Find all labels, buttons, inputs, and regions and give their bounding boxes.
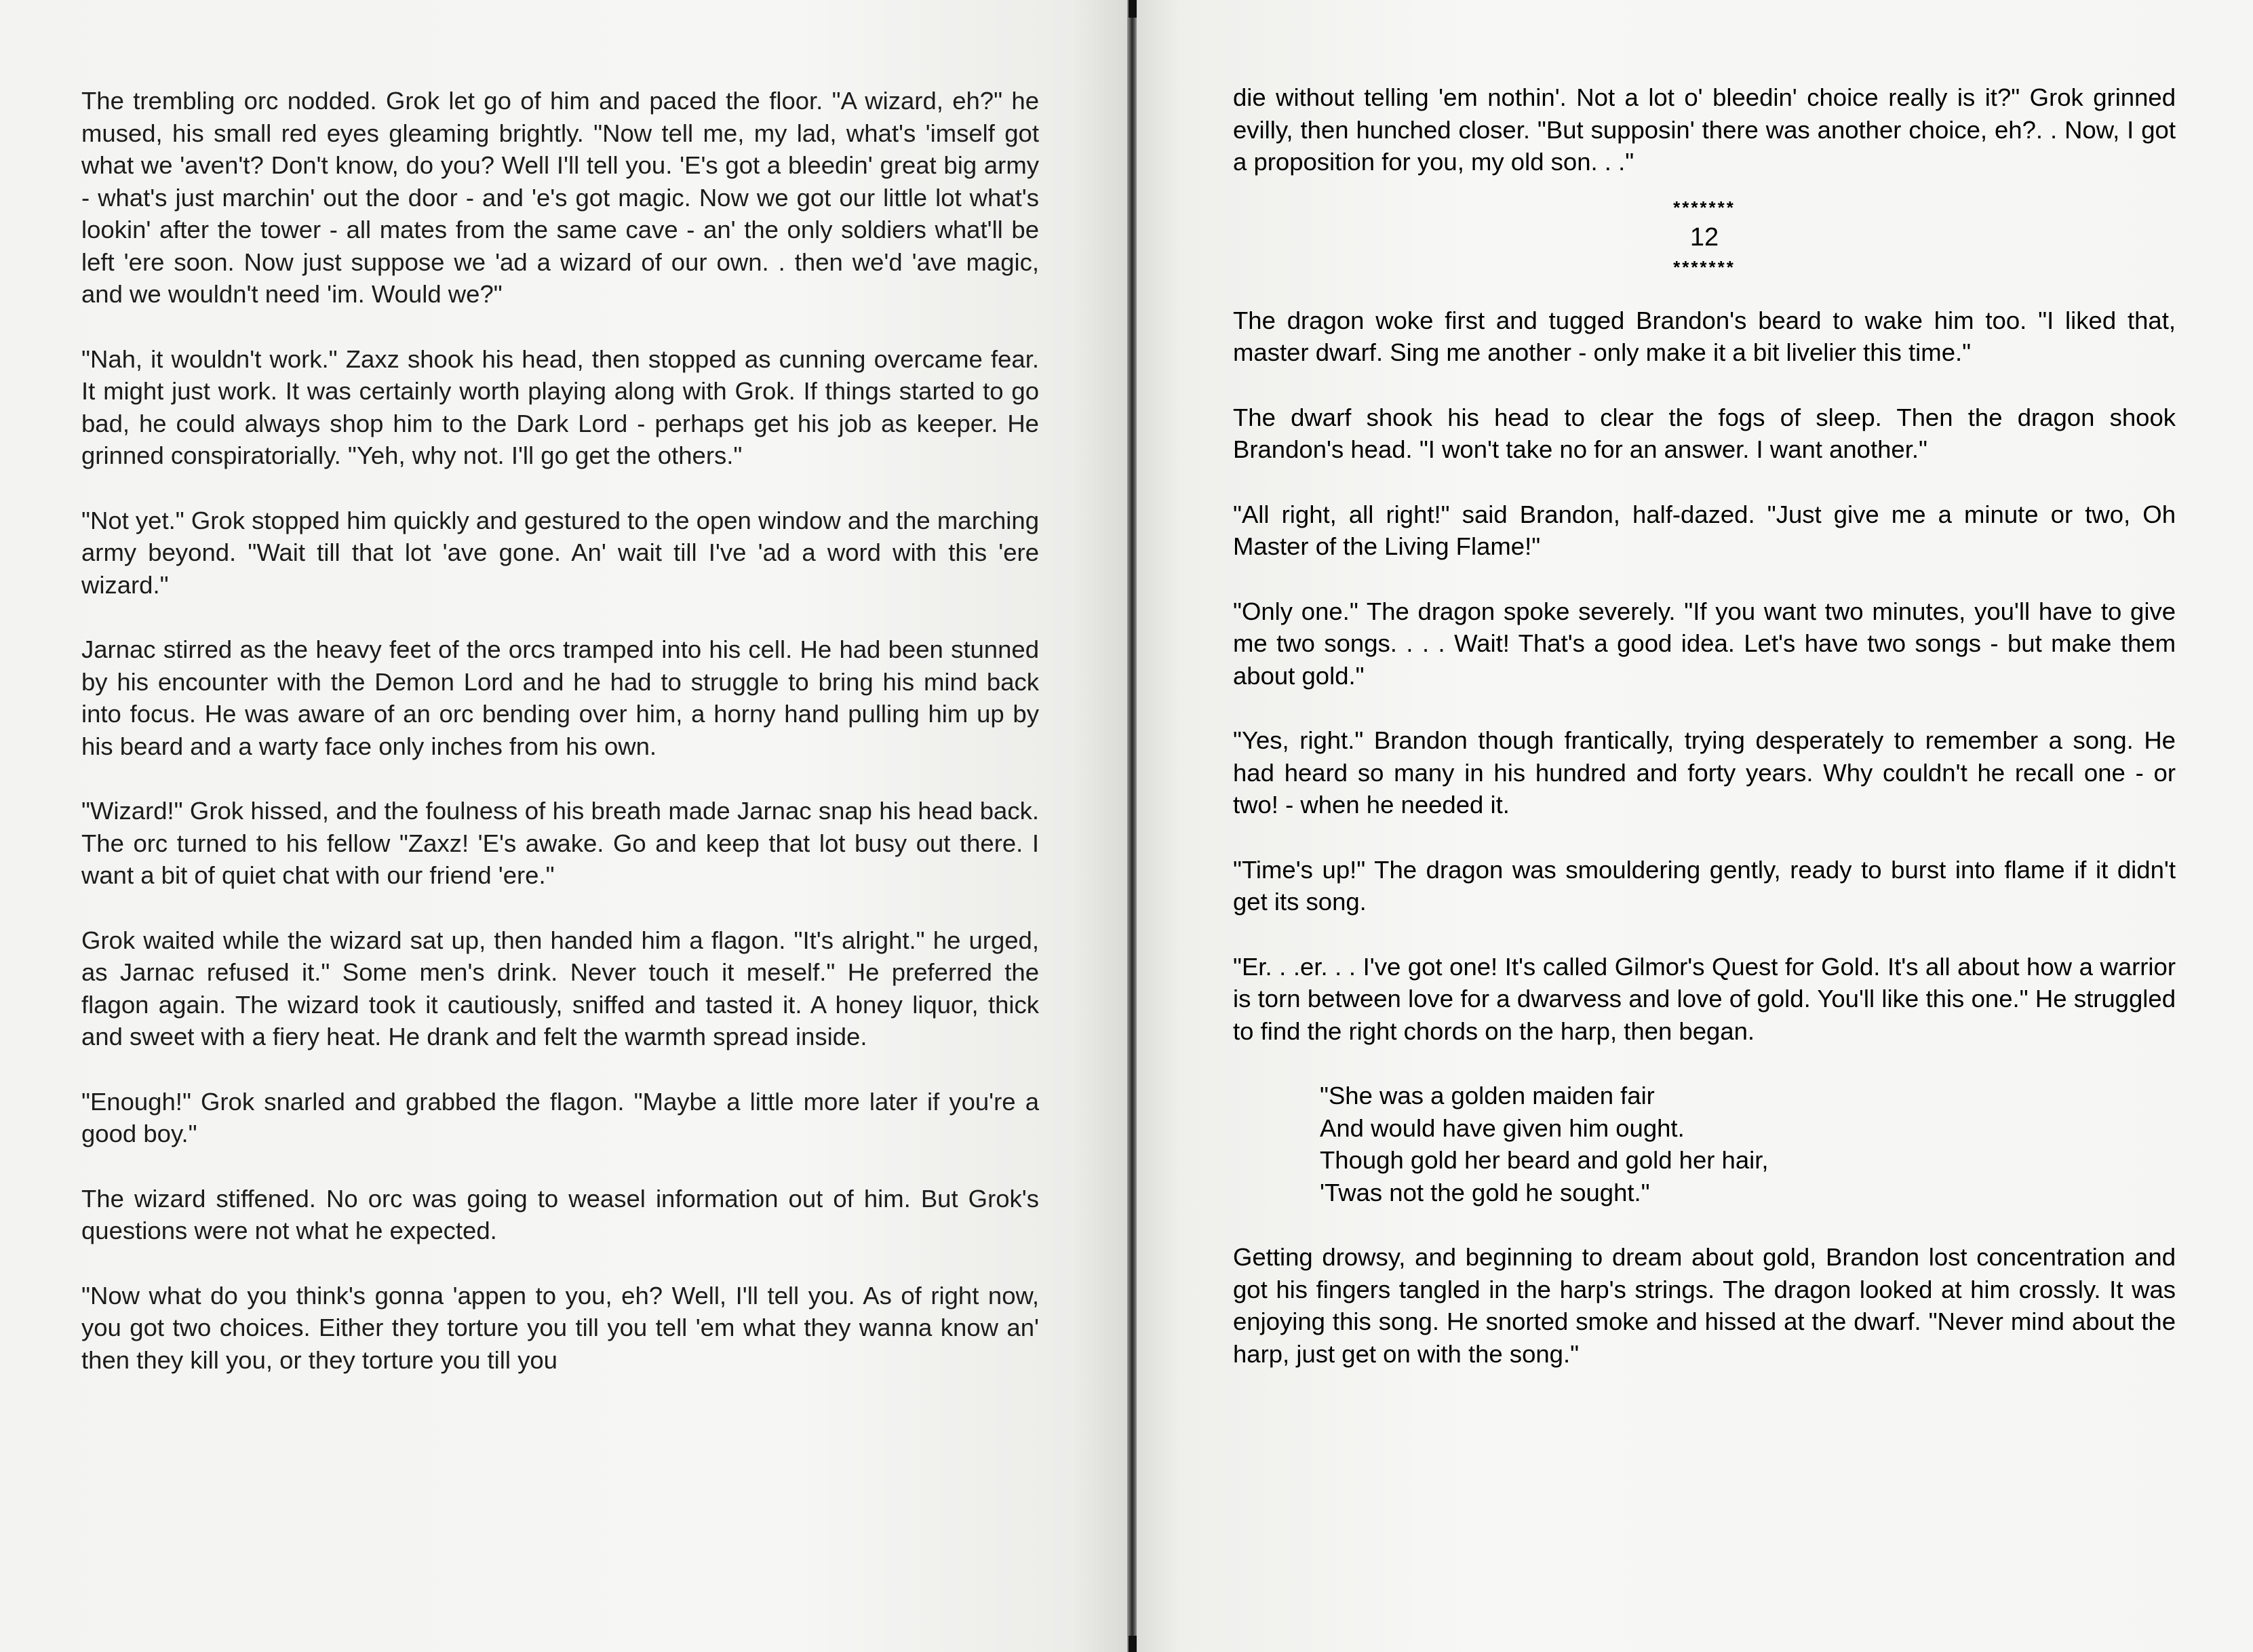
paragraph: Jarnac stirred as the heavy feet of the orcs tramped into his cell. He had been stunned by his encounter with the Demon Lord and he had to struggle to bring his mind back into focus. He was aware of an orc bending over him, a horny hand pulling him up by his beard and a warty face only inches from his own. (81, 635, 1039, 760)
gutter-bottom-edge (1129, 1636, 1137, 1652)
gutter-top-edge (1129, 0, 1137, 18)
paragraph: The trembling orc nodded. Grok let go of him and paced the floor. "A wizard, eh?" he mused, his small red eyes gleaming brightly. "Now tell me, my lad, what's 'imself got what we 'aven't? Don't know, do you? Well I'll tell you. 'E's got a bleedin' great big army - what's just marchin' out the door - and 'e's got magic. Now we got our little lot what's lookin' after the tower - all mates from the same cave - an' the only soldiers what'll be left 'ere soon. Now just suppose we 'ad a wizard of our own. . then we'd 'ave magic, and we wouldn't need 'im. Would we?" (81, 87, 1039, 308)
paragraph: "Nah, it wouldn't work." Zaxz shook his head, then stopped as cunning overcame fear. It might just work. It was certainly worth playing along with Grok. If things started to go bad, he could always shop him to the Dark Lord - perhaps get his job as keeper. He grinned conspiratorially. "Yeh, why not. I'll go get the others." (81, 345, 1039, 469)
paragraph: "Not yet." Grok stopped him quickly and gestured to the open window and the marching army beyond. "Wait till that lot 'ave gone. An' wait till I've 'ad a word with this 'ere wizard." (81, 506, 1039, 599)
paragraph: "Enough!" Grok snarled and grabbed the flagon. "Maybe a little more later if you're a good boy." (81, 1087, 1039, 1147)
opening-paragraph: die without telling 'em nothin'. Not a lot o' bleedin' choice really is it?" Grok grinned evilly, then hunched closer. "But supposin' there was another choice, eh?. . Now, I got a proposition for you, my old son. . ." (1233, 83, 2176, 176)
verse-line: Though gold her beard and gold her hair, (1320, 1146, 1769, 1174)
paragraph: "Now what do you think's gonna 'appen to you, eh? Well, I'll tell you. As of right now, you got two choices. Either they torture you till you tell 'em what they wanna know an' then they kill you, or they torture you till you (81, 1281, 1039, 1374)
verse-line: 'Twas not the gold he sought." (1320, 1178, 1650, 1206)
paragraph: "Only one." The dragon spoke severely. "If you want two minutes, you'll have to give me two songs. . . . Wait! That's a good idea. Let's have two songs - but make them about gold." (1233, 597, 2176, 690)
left-page-text (81, 85, 1039, 1376)
paragraph: The dragon woke first and tugged Brandon's beard to wake him too. "I liked that, master dwarf. Sing me another - only make it a bit livelier this time." (1233, 306, 2176, 366)
chapter-number: 12 (1689, 222, 1719, 252)
paragraph: "Time's up!" The dragon was smouldering gently, ready to burst into flame if it didn't get its song. (1233, 855, 2176, 916)
closing-paragraph: Getting drowsy, and beginning to dream about gold, Brandon lost concentration and got his fingers tangled in the harp's strings. The dragon looked at him crossly. It was enjoying this song. He snorted smoke and hissed at the dwarf. "Never mind about the harp, just get on with the song." (1233, 1243, 2176, 1368)
paragraph: "Er. . .er. . . I've got one! It's called Gilmor's Quest for Gold. It's all about how a warrior is torn between love for a dwarvess and love of gold. You'll like this one." He struggled to find the right chords on the harp, then began. (1233, 952, 2176, 1045)
paragraph: "Yes, right." Brandon though frantically, trying desperately to remember a song. He had heard so many in his hundred and forty years. Why couldn't he recall one - or two! - when he needed it. (1233, 726, 2176, 819)
paragraph: "All right, all right!" said Brandon, half-dazed. "Just give me a minute or two, Oh Master of the Living Flame!" (1233, 500, 2176, 560)
verse-line: "She was a golden maiden fair (1320, 1082, 1655, 1109)
paragraph: The wizard stiffened. No orc was going to weasel information out of him. But Grok's questions were not what he expected. (81, 1184, 1039, 1244)
paragraph: Grok waited while the wizard sat up, then handed him a flagon. "It's alright." he urged, as Jarnac refused it." Some men's drink. Never touch it meself." He preferred the flagon again. The wizard took it cautiously, sniffed and tasted it. A honey liquor, thick and sweet with a fiery heat. He drank and felt the warmth spread inside. (81, 926, 1039, 1050)
right-page-text (1233, 81, 2176, 1370)
paragraph: "Wizard!" Grok hissed, and the foulness of his breath made Jarnac snap his head back. The orc turned to his fellow "Zaxz! 'E's awake. Go and keep that lot busy out there. I want a bit of quiet chat with our friend 'ere." (81, 797, 1039, 889)
chapter-stars-top: ******* (1673, 197, 1736, 218)
chapter-stars-bottom: ******* (1673, 256, 1736, 277)
paragraph: The dwarf shook his head to clear the fogs of sleep. Then the dragon shook Brandon's head. "I won't take no for an answer. I want another." (1233, 403, 2176, 463)
verse-line: And would have given him ought. (1320, 1114, 1685, 1142)
song-verse (1320, 1080, 2176, 1208)
chapter-heading (1233, 197, 2176, 277)
